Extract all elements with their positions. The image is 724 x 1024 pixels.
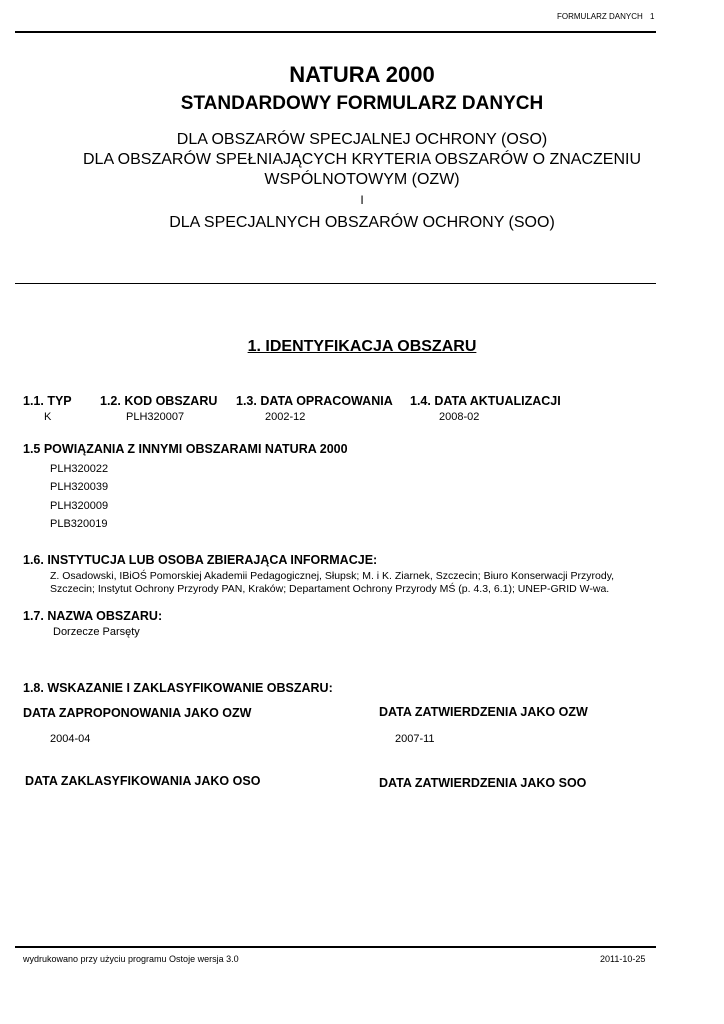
powiazania-item: PLH320022 xyxy=(50,463,109,475)
main-title: NATURA 2000 xyxy=(289,62,435,87)
zaklasyfikowania-label: DATA ZAKLASYFIKOWANIA JAKO OSO xyxy=(25,774,261,788)
footer-rule xyxy=(15,946,656,948)
title-line-oso: DLA OBSZARÓW SPECJALNEJ OCHRONY (OSO) xyxy=(176,131,548,148)
data-aktualizacji-label: 1.4. DATA AKTUALIZACJI xyxy=(410,394,561,408)
kod-label: 1.2. KOD OBSZARU xyxy=(100,394,218,408)
zaproponowania-value: 2004-04 xyxy=(50,733,91,745)
nazwa-label: 1.7. NAZWA OBSZARU: xyxy=(23,609,163,623)
powiazania-item: PLH320039 xyxy=(50,481,109,493)
section-heading-text: 1. IDENTYFIKACJA OBSZARU xyxy=(247,338,477,355)
zatwierdzenia-soo-label: DATA ZATWIERDZENIA JAKO SOO xyxy=(379,776,587,790)
header-form-title: FORMULARZ DANYCH xyxy=(557,12,643,21)
typ-value: K xyxy=(44,411,52,423)
title-line-soo: DLA SPECJALNYCH OBSZARÓW OCHRONY (SOO) xyxy=(169,214,555,231)
data-opracowania-label: 1.3. DATA OPRACOWANIA xyxy=(236,394,393,408)
zatwierdzenia-ozw-label: DATA ZATWIERDZENIA JAKO OZW xyxy=(379,705,588,719)
footer-program: wydrukowano przy użyciu programu Ostoje wersja 3.0 xyxy=(23,954,239,964)
instytucja-line: Z. Osadowski, IBiOŚ Pomorskiej Akademii Pedagogicznej, Słupsk; M. i K. Ziarnek, Szczecin; Biuro Konserwacji Przyrody, xyxy=(50,570,615,582)
nazwa-value: Dorzecze Parsęty xyxy=(53,626,140,638)
section-heading xyxy=(0,338,724,356)
data-opracowania-value: 2002-12 xyxy=(265,411,306,423)
data-aktualizacji-value: 2008-02 xyxy=(439,411,480,423)
typ-label: 1.1. TYP xyxy=(23,394,72,408)
instytucja-line: Szczecin; Instytut Ochrony Przyrody PAN, Kraków; Departament Ochrony Przyrody MŚ (p. 4.3, 6.1); UNEP-GRID W-wa. xyxy=(50,583,610,595)
title-line-ozw: DLA OBSZARÓW SPEŁNIAJĄCYCH KRYTERIA OBSZARÓW O ZNACZENIU xyxy=(82,151,642,168)
wskazanie-label: 1.8. WSKAZANIE I ZAKLASYFIKOWANIE OBSZARU: xyxy=(23,681,333,695)
title-line-conjunction: I xyxy=(360,193,364,207)
header-rule xyxy=(15,31,656,33)
sub-title: STANDARDOWY FORMULARZ DANYCH xyxy=(180,93,544,114)
powiazania-item: PLB320019 xyxy=(50,518,108,530)
footer-date: 2011-10-25 xyxy=(600,954,646,964)
zaproponowania-label: DATA ZAPROPONOWANIA JAKO OZW xyxy=(23,706,252,720)
title-rule xyxy=(15,283,656,284)
header-page-number: 1 xyxy=(650,12,655,21)
instytucja-label: 1.6. INSTYTUCJA LUB OSOBA ZBIERAJĄCA INFORMACJE: xyxy=(23,553,378,567)
zatwierdzenia-ozw-value: 2007-11 xyxy=(395,733,435,745)
kod-value: PLH320007 xyxy=(126,411,185,423)
title-line-ozw-cont: WSPÓLNOTOWYM (OZW) xyxy=(264,171,460,188)
powiazania-item: PLH320009 xyxy=(50,500,109,512)
powiazania-label: 1.5 POWIĄZANIA Z INNYMI OBSZARAMI NATURA 2000 xyxy=(23,442,348,456)
